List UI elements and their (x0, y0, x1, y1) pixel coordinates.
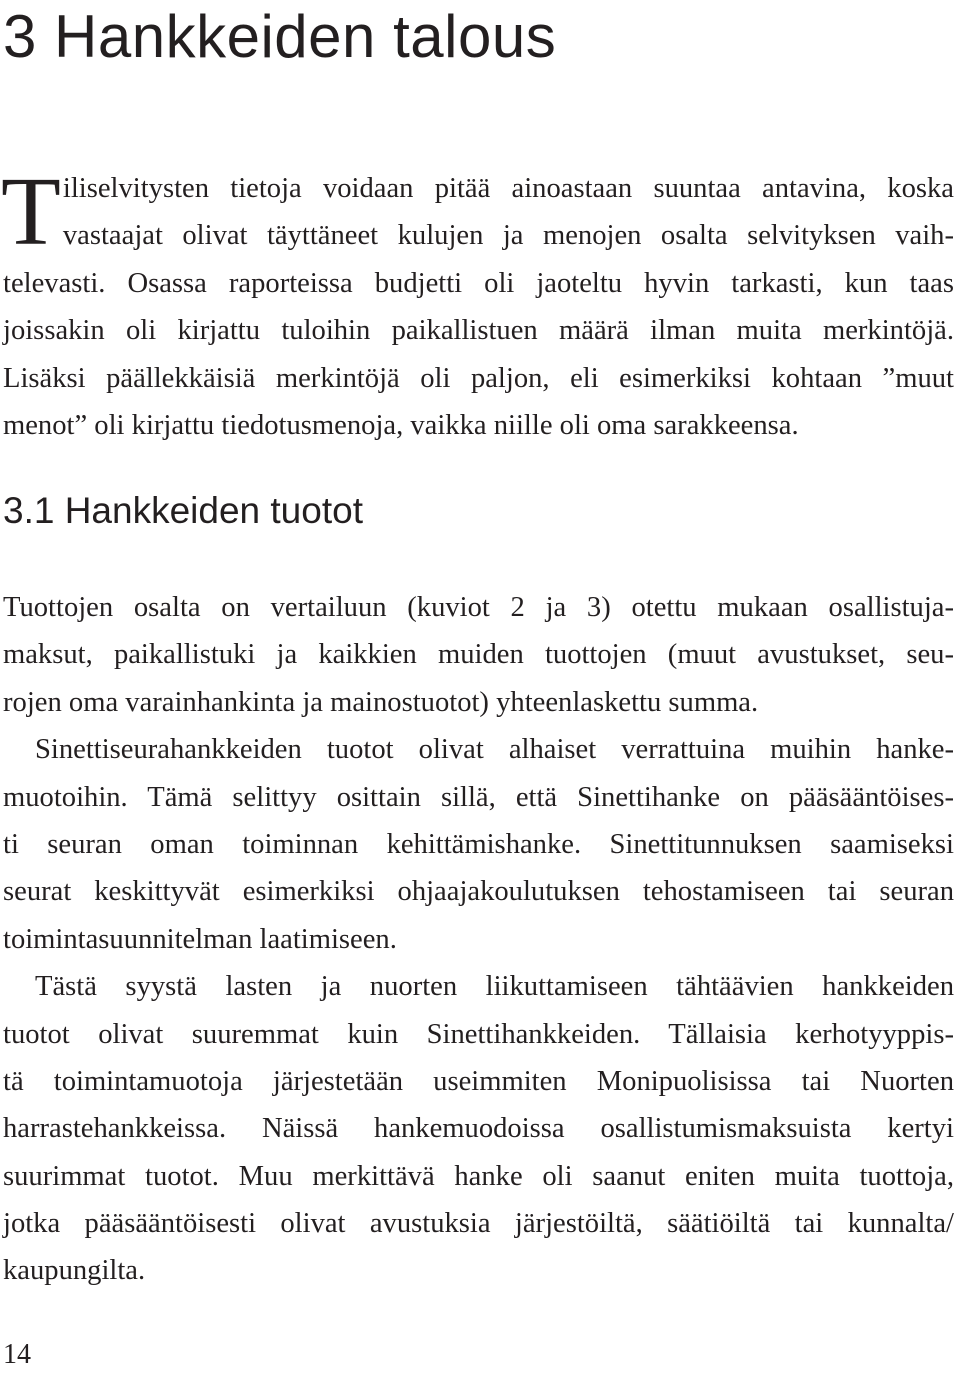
drop-cap: T (1, 158, 61, 266)
paragraph-line: Tästä syystä lasten ja nuorten liikuttamiseen tähtäävien hankkeiden (35, 971, 954, 1003)
paragraph-line: ti seuran oman toiminnan kehittämishanke. Sinettitunnuksen saamiseksi (3, 828, 954, 860)
paragraph-line: harrastehankkeissa. Näissä hankemuodoissa osallistumismaksuista kertyi (3, 1113, 954, 1145)
chapter-title: 3 Hankkeiden talous (3, 3, 557, 70)
intro-line: menot” oli kirjattu tiedotusmenoja, vaikka niille oli oma sarakkeensa. (3, 409, 799, 441)
paragraph-line: jotka pääsääntöisesti olivat avustuksia järjestöiltä, säätiöiltä tai kunnalta/ (3, 1208, 954, 1240)
paragraph-line: rojen oma varainhankinta ja mainostuotot) yhteenlaskettu summa. (3, 686, 759, 718)
intro-line: televasti. Osassa raporteissa budjetti oli jaoteltu hyvin tarkasti, kun taas (3, 267, 954, 299)
paragraph-line: Sinettiseurahankkeiden tuotot olivat alhaiset verrattuina muihin hanke- (35, 734, 954, 766)
intro-line: vastaajat olivat täyttäneet kulujen ja menojen osalta selvityksen vaih- (62, 220, 954, 252)
paragraph-line: toimintasuunnitelman laatimiseen. (3, 923, 397, 955)
paragraph-line: Tuottojen osalta on vertailuun (kuviot 2 ja 3) otettu mukaan osallistuja- (3, 592, 954, 623)
paragraph-line: seurat keskittyvät esimerkiksi ohjaajakoulutuksen tehostamiseen tai seuran (3, 876, 954, 908)
paragraph (3, 963, 954, 1295)
intro-line: joissakin oli kirjattu tuloihin paikallistuen määrä ilman muita merkintöjä. (3, 315, 954, 347)
paragraph-line: muotoihin. Tämä selittyy osittain sillä, että Sinettihanke on pääsääntöises- (3, 781, 954, 813)
paragraph-line: tuotot olivat suuremmat kuin Sinettihankkeiden. Tällaisia kerhotyyppis- (3, 1018, 954, 1050)
paragraph-line: suurimmat tuotot. Muu merkittävä hanke oli saanut eniten muita tuottoja, (3, 1160, 954, 1192)
intro-line: Lisäksi päällekkäisiä merkintöjä oli paljon, eli esimerkiksi kohtaan ”muut (3, 362, 954, 394)
intro-paragraph (1, 158, 954, 449)
paragraph-line: maksut, paikallistuki ja kaikkien muiden tuottojen (muut avustukset, seu- (3, 639, 954, 671)
paragraph-line: kaupungilta. (3, 1255, 146, 1287)
section-body (3, 584, 954, 1295)
intro-line: iliselvitysten tietoja voidaan pitää ainoastaan suuntaa antavina, koska (62, 173, 954, 204)
paragraph-line: tä toimintamuotoja järjestetään useimmiten Monipuolisissa tai Nuorten (3, 1065, 954, 1097)
page-number: 14 (3, 1339, 31, 1370)
paragraph (3, 584, 954, 726)
section-title: 3.1 Hankkeiden tuotot (3, 490, 363, 531)
paragraph (3, 726, 954, 963)
